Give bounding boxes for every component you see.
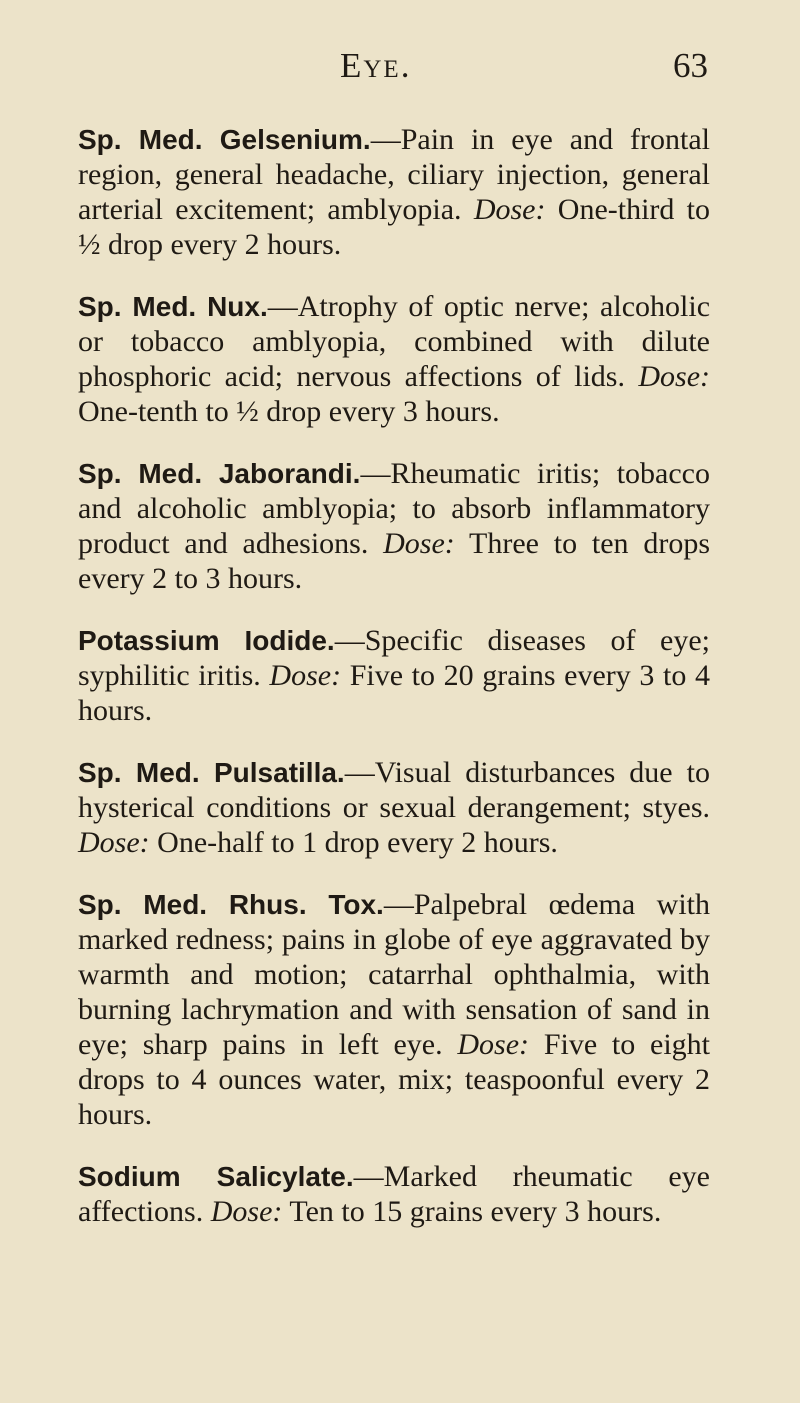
running-title: Eye. — [340, 46, 412, 85]
entry-nux — [78, 289, 710, 429]
dose-label: Dose: — [473, 193, 546, 226]
entry-description: —Specific diseases of eye; syphilitic iritis. — [78, 624, 710, 692]
page-number: 63 — [673, 46, 708, 85]
entry-gelsenium — [78, 122, 710, 262]
entry-description: —Rheumatic iritis; tobacco and alcoholic amblyopia; to absorb inflammatory product and adhesions. — [78, 457, 710, 560]
dose-label: Dose: — [457, 1028, 530, 1061]
entry-dose: Ten to 15 grains every 3 hours. — [289, 1195, 662, 1228]
entry-dose: One-half to 1 drop every 2 hours. — [157, 826, 558, 859]
entry-name: Potassium Iodide. — [78, 625, 335, 656]
entry-dose: Five to 20 grains every 3 to 4 hours. — [78, 659, 710, 727]
dose-label: Dose: — [269, 659, 342, 692]
page-header — [0, 46, 800, 96]
dose-label: Dose: — [383, 527, 455, 560]
entry-description: —Visual disturbances due to hysterical conditions or sexual derangement; styes. — [78, 756, 710, 824]
entry-name: Sp. Med. Gelsenium. — [78, 124, 371, 155]
entry-dose: Three to ten drops every 2 to 3 hours. — [78, 527, 710, 595]
entry-description: —Marked rheumatic eye affections. — [78, 1160, 710, 1228]
entry-rhus-tox — [78, 887, 710, 1132]
body-text — [78, 122, 710, 1256]
entry-name: Sp. Med. Pulsatilla. — [78, 757, 345, 788]
entry-description: —Palpebral œdema with marked redness; pains in globe of eye aggravated by warmth and motion; catarrhal ophthalmia, with burning lachrymation and with sensation of sand in eye; sharp pains in left eye. — [78, 888, 711, 1061]
entry-sodium-salicylate — [78, 1159, 710, 1229]
entry-description: —Pain in eye and frontal region, general headache, ciliary injection, general arterial excitement; amblyopia. — [78, 123, 710, 226]
dose-label: Dose: — [78, 826, 150, 859]
dose-label: Dose: — [210, 1195, 283, 1228]
entry-dose: One-tenth to ½ drop every 3 hours. — [78, 395, 500, 428]
entry-name: Sp. Med. Jaborandi. — [78, 458, 361, 489]
entry-name: Sp. Med. Nux. — [78, 291, 268, 322]
entry-name: Sp. Med. Rhus. Tox. — [78, 889, 384, 920]
entry-potassium-iodide — [78, 623, 710, 728]
entry-dose: One-third to ½ drop every 2 hours. — [78, 193, 711, 261]
entry-dose: Five to eight drops to 4 ounces water, mix; teaspoonful every 2 hours. — [78, 1028, 711, 1131]
entry-jaborandi — [78, 456, 710, 596]
entry-pulsatilla — [78, 755, 710, 860]
entry-description: —Atrophy of optic nerve; alcoholic or tobacco amblyopia, combined with dilute phosphoric acid; nervous affections of lids. — [78, 290, 711, 393]
entry-name: Sodium Salicylate. — [78, 1161, 354, 1192]
dose-label: Dose: — [638, 360, 711, 393]
